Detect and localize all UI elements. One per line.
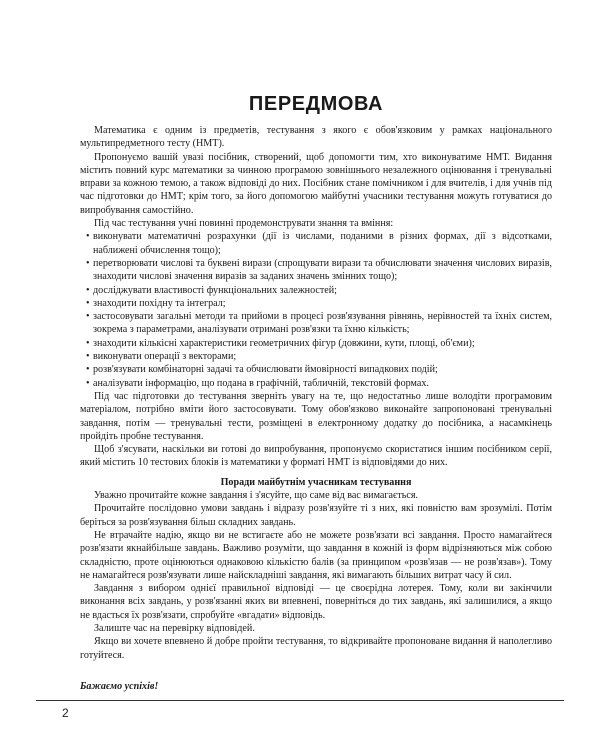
page-title: ПЕРЕДМОВА bbox=[248, 93, 384, 115]
skills-list-item: • знаходити похідну та інтеграл; bbox=[86, 297, 552, 310]
footer-divider bbox=[36, 700, 564, 701]
tip-paragraph-1: Уважно прочитайте кожне завдання і з'ясуйте, що саме від вас вимагається. bbox=[94, 490, 418, 502]
tip-paragraph-2: Прочитайте послідовно умови завдань і відразу розв'язуйте ті з них, які повністю вам зрозумілі. Потім беріться за розв'язування більш складних завдань. bbox=[80, 503, 552, 528]
skills-list-item: • розв'язувати комбінаторні задачі та обчислювати ймовірності випадкових подій; bbox=[86, 363, 552, 376]
skills-list bbox=[80, 230, 552, 390]
intro-paragraph-3: Під час тестування учні повинні продемонструвати знання та вміння: bbox=[94, 218, 394, 230]
skills-list-item: • аналізувати інформацію, що подана в графічній, табличній, текстовій формах. bbox=[86, 377, 552, 390]
skills-list-item: • виконувати математичні розрахунки (дії із числами, поданими в різних формах, дії з відсотками, наближені обчислення тощо); bbox=[86, 230, 552, 257]
preparation-paragraph: Під час підготовки до тестування зверніть увагу на те, що недостатньо лише володіти програмовим матеріалом, потрібно вміти його застосовувати. Тому обов'язково виконайте запропоновані тренувальні завдання, потім — тренувальні тести, розміщені в електронному додатку до посібника, а насамкінець пройдіть пробне тестування. bbox=[80, 390, 552, 442]
page-number: 2 bbox=[62, 706, 69, 720]
intro-paragraph-2: Пропонуємо вашій увазі посібник, створений, щоб допомогти тим, хто виконуватиме НМТ. Видання містить повний курс математики за чинною програмою зовнішнього незалежного оцінювання і тренувальні вправи за кожною темою, а також відповіді до них. Посібник стане помічником і для вчителів, і для учнів під час підготовки до НМТ; крім того, за його допомогою майбутні учасники тестування можуть готуватися до випробування самостійно. bbox=[80, 151, 552, 216]
skills-list-item: • знаходити кількісні характеристики геометричних фігур (довжини, кути, площі, об'єми); bbox=[86, 337, 552, 350]
closing-wish: Бажаємо успіхів! bbox=[80, 680, 159, 692]
tip-paragraph-3: Не втрачайте надію, якщо ви не встигаєте або не можете розв'язати всі завдання. Просто намагайтеся розв'язати якнайбільше завдань. Важливо розуміти, що завдання в кожній із форм відрізняються між собою складністю, проте оцінюються однаковою кількістю балів (за принципом «розв'язав — не розв'язав»). Тому не намагайтеся розв'язувати лише найскладніші завдання, які вимагають більших витрат часу й сил. bbox=[80, 529, 552, 581]
series-paragraph: Щоб з'ясувати, наскільки ви готові до випробування, пропонуємо скористатися іншим посібником серії, який містить 10 тестових блоків із математики у форматі НМТ із відповідями до них. bbox=[80, 444, 552, 469]
page-content bbox=[80, 0, 552, 693]
tips-heading: Поради майбутнім учасникам тестування bbox=[220, 476, 412, 488]
tip-paragraph-4: Завдання з вибором однієї правильної відповіді — це своєрідна лотерея. Тому, коли ви закінчили виконання всіх завдань, у розв'язанні яких ви впевнені, поверніться до тих завдань, які залишилися, а якщо не вдасться їх розв'язати, спробуйте «вгадати» відповідь. bbox=[80, 583, 552, 621]
skills-list-item: • виконувати операції з векторами; bbox=[86, 350, 552, 363]
tip-paragraph-5: Залиште час на перевірку відповідей. bbox=[94, 622, 255, 634]
skills-list-item: • досліджувати властивості функціональних залежностей; bbox=[86, 284, 552, 297]
tip-paragraph-6: Якщо ви хочете впевнено й добре пройти тестування, то відкривайте пропоноване видання й наполегливо готуйтеся. bbox=[80, 636, 552, 661]
skills-list-item: • застосовувати загальні методи та прийоми в процесі розв'язування рівнянь, нерівностей та їхніх систем, зокрема з параметрами, аналізувати отримані розв'язки та їхню кількість; bbox=[86, 310, 552, 337]
skills-list-item: • перетворювати числові та буквені вирази (спрощувати вирази та обчислювати значення числових виразів, знаходити числові значення виразів за заданих значень змінних тощо); bbox=[86, 257, 552, 284]
intro-paragraph-1: Математика є одним із предметів, тестування з якого є обов'язковим у рамках національного мультипредметного тесту (НМТ). bbox=[80, 125, 552, 150]
